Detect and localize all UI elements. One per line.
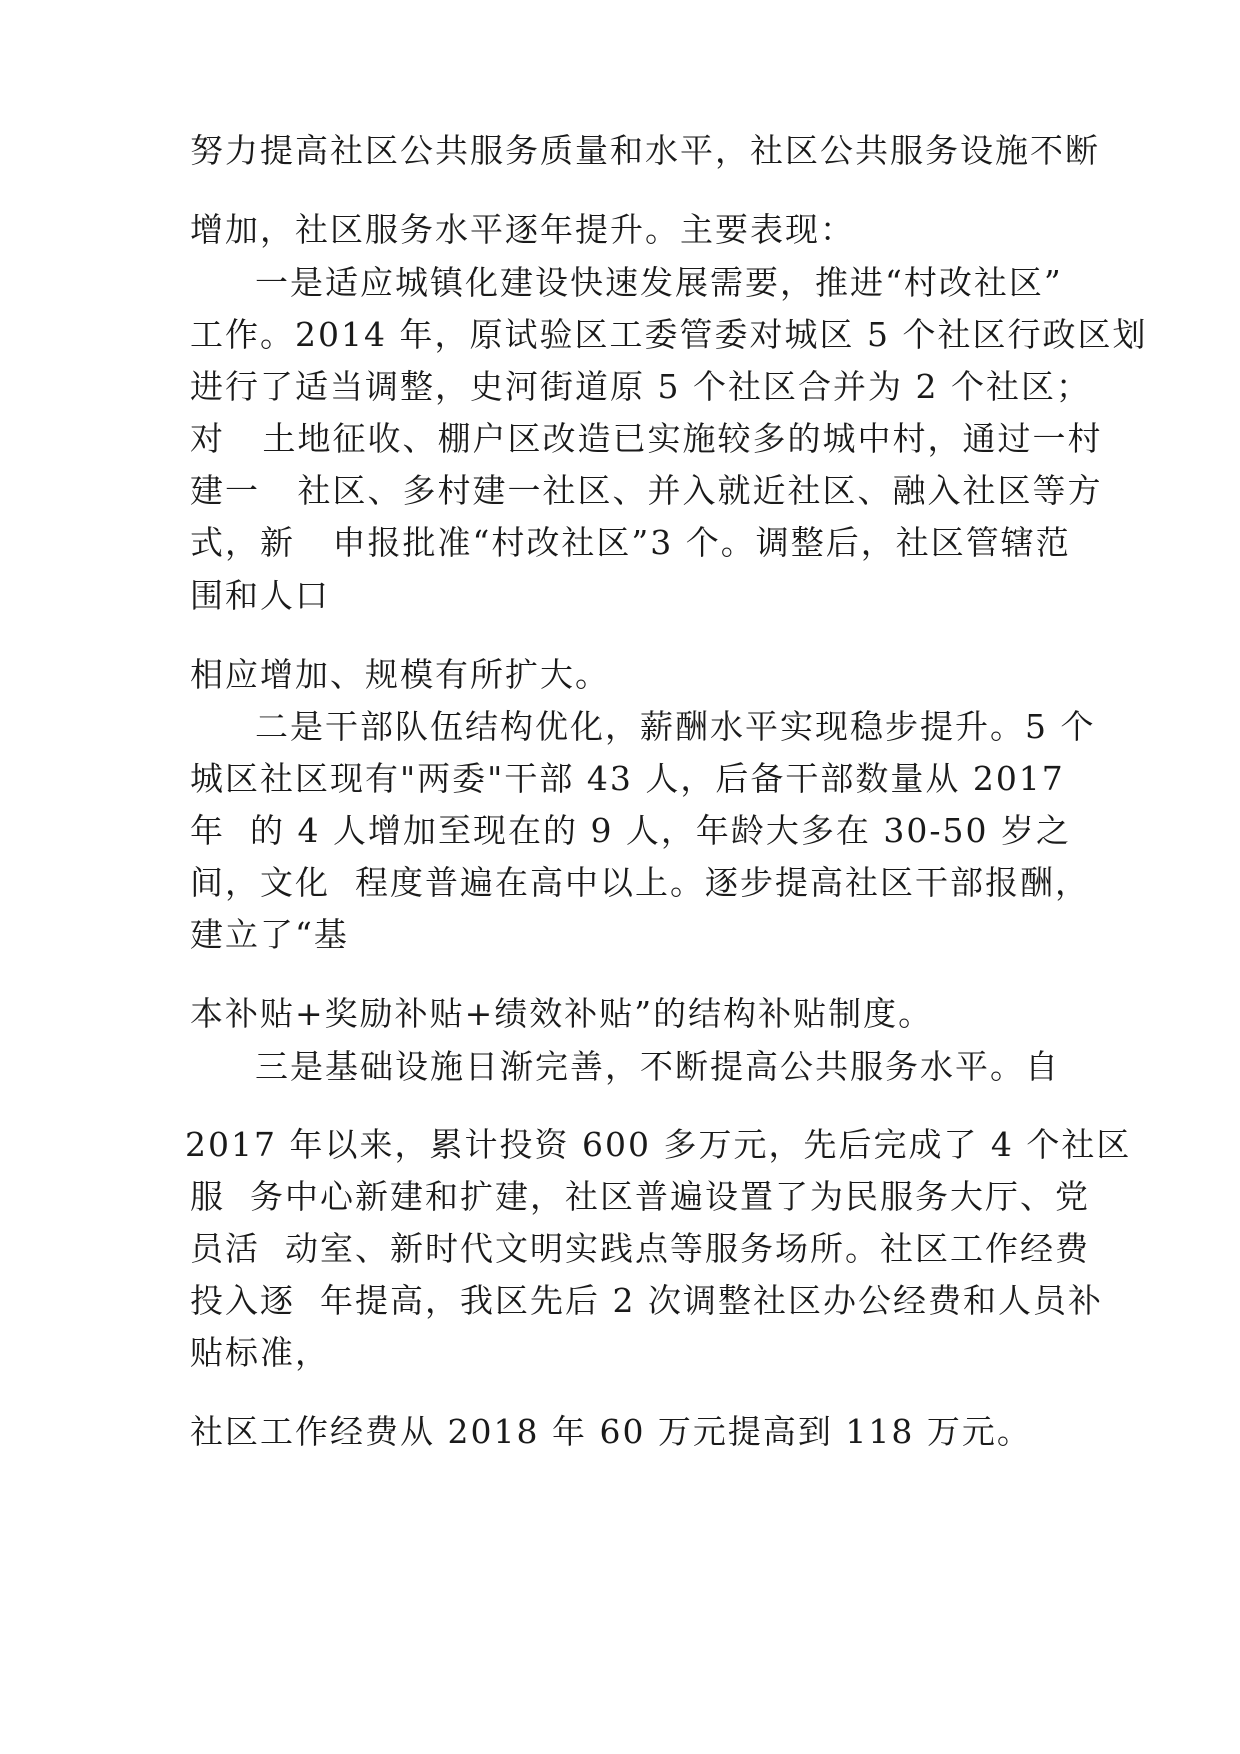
- text-line: 式，新 申报批准“村改社区”3 个。调整后，社区管辖范: [190, 523, 1071, 562]
- text-line: 一是适应城镇化建设快速发展需要，推进“村改社区”: [255, 263, 1063, 302]
- text-line: 年 的 4 人增加至现在的 9 人，年龄大多在 30-50 岁之: [190, 811, 1072, 850]
- text-line: 增加，社区服务水平逐年提升。主要表现：: [190, 210, 855, 249]
- text-line: 对 土地征收、棚户区改造已实施较多的城中村，通过一村: [190, 419, 1103, 458]
- text-line: 二是干部队伍结构优化，薪酬水平实现稳步提升。5 个: [255, 707, 1096, 746]
- text-line: 本补贴+奖励补贴+绩效补贴”的结构补贴制度。: [190, 994, 934, 1033]
- text-line: 城区社区现有"两委"干部 43 人，后备干部数量从 2017: [190, 759, 1065, 798]
- text-line: 社区工作经费从 2018 年 60 万元提高到 118 万元。: [190, 1412, 1032, 1451]
- text-line: 三是基础设施日渐完善，不断提高公共服务水平。自: [255, 1047, 1060, 1086]
- text-line: 员活 动室、新时代文明实践点等服务场所。社区工作经费: [190, 1229, 1090, 1268]
- text-line: 进行了适当调整，史河街道原 5 个社区合并为 2 个社区；: [190, 367, 1091, 406]
- text-line: 建立了“基: [190, 915, 349, 954]
- text-line: 围和人口: [190, 576, 330, 615]
- text-line: 相应增加、规模有所扩大。: [190, 655, 610, 694]
- text-line: 努力提高社区公共服务质量和水平，社区公共服务设施不断: [190, 131, 1100, 170]
- text-line: 2017 年以来，累计投资 600 多万元，先后完成了 4 个社区: [185, 1125, 1132, 1164]
- text-line: 工作。2014 年，原试验区工委管委对城区 5 个社区行政区划: [190, 315, 1148, 354]
- text-line: 建一 社区、多村建一社区、并入就近社区、融入社区等方: [190, 471, 1103, 510]
- text-line: 投入逐 年提高，我区先后 2 次调整社区办公经费和人员补: [190, 1281, 1103, 1320]
- text-line: 服 务中心新建和扩建，社区普遍设置了为民服务大厅、党: [190, 1177, 1090, 1216]
- text-line: 间，文化 程度普遍在高中以上。逐步提高社区干部报酬，: [190, 863, 1090, 902]
- text-line: 贴标准，: [190, 1333, 330, 1372]
